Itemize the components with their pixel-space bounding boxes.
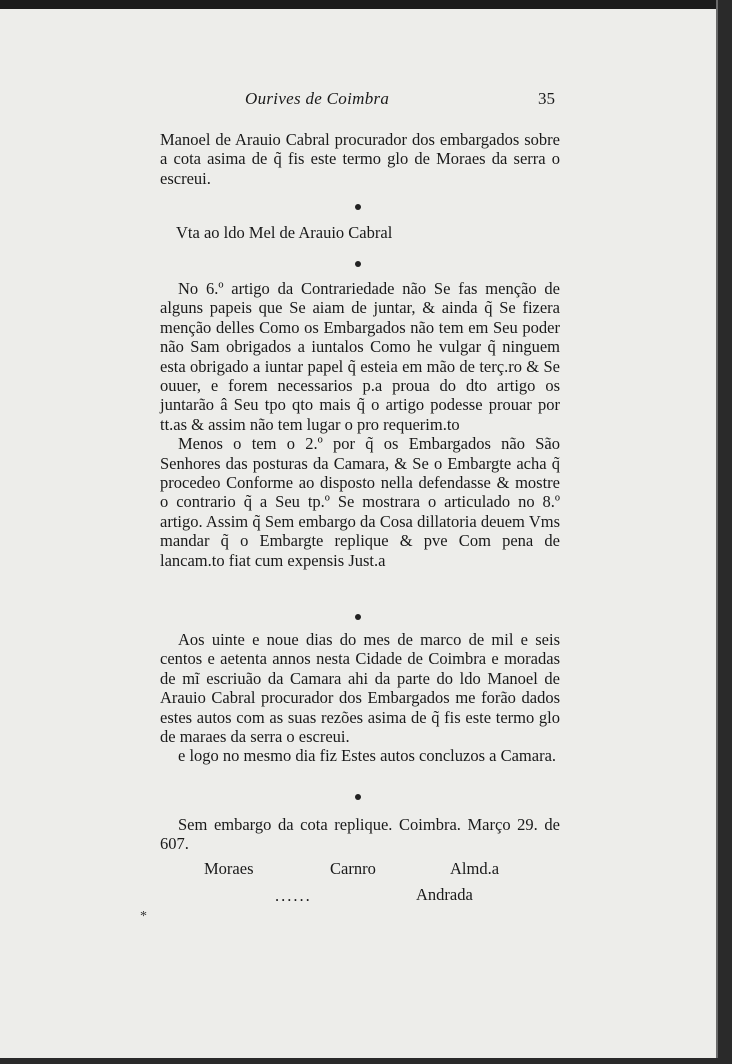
- paragraph-text: Aos uinte e noue dias do mes de marco de mil e seis centos e aetenta annos nesta Cidade de Coimbra e moradas de mĩ escriuão da Camara ahi da parte do ldo Manoel de Arauio Cabral procurador dos Embargados me forão dados estes autos com as suas rezões asima de q̃ fis este termo glo de maraes da serra o escreui.: [160, 630, 560, 747]
- section-bullet: [355, 794, 361, 800]
- signature-carneiro: Carnro: [330, 859, 376, 878]
- paragraph-autos: [160, 630, 560, 766]
- signature-almeida: Almd.a: [450, 859, 500, 878]
- paragraph-text: No 6.º artigo da Contrariedade não Se fas menção de alguns papeis que Se aiam de juntar, & ainda q̃ Se fizera menção delles Como os Embargados não tem em Seu poder não Sam obrigados a iuntalos Como he vulgar q̃ ninguem esta obrigado a iuntar papel q̃ esteia em mão de terç.ro & Se ouuer, e forem necessarios p.a proua do dto artigo os juntarão â Seu tpo qto mais q̃ o artigo podesse prouar por tt.as & assim não tem lugar o pro requerim.to: [160, 279, 560, 434]
- scan-border-right: [718, 0, 732, 1064]
- paragraph-termo-1: [160, 130, 560, 188]
- signature-moraes: Moraes: [204, 859, 254, 878]
- paragraph-contrariedade: [160, 279, 560, 570]
- scan-border-bottom: [0, 1058, 732, 1064]
- paragraph-text: Sem embargo da cota replique. Coimbra. Março 29. de 607.: [160, 815, 560, 854]
- page-header: [0, 89, 716, 113]
- signature-andrada: Andrada: [416, 885, 473, 904]
- scan-border-top: [0, 0, 732, 9]
- running-title: Ourives de Coimbra: [245, 89, 390, 108]
- section-bullet: [355, 204, 361, 210]
- vista-text: Vta ao ldo Mel de Arauio Cabral: [176, 223, 393, 242]
- page-number: 35: [538, 89, 555, 108]
- paragraph-text: e logo no mesmo dia fiz Estes autos concluzos a Camara.: [178, 746, 557, 766]
- vista-line: [176, 223, 476, 242]
- book-page: [0, 9, 716, 1058]
- signature-dots: ......: [275, 886, 312, 905]
- section-bullet: [355, 261, 361, 267]
- paragraph-text: Manoel de Arauio Cabral procurador dos embargados sobre a cota asima de q̃ fis este termo glo de Moraes da serra o escreui.: [160, 130, 560, 188]
- paragraph-sentenca: [160, 815, 560, 854]
- paragraph-text: Menos o tem o 2.º por q̃ os Embargados não São Senhores das posturas da Camara, & Se o Embargte acha q̃ procedeo Conforme ao disposto nella defendasse & mostre o contrario q̃ a Seu tp.º Se mostrara o articulado no 8.º artigo. Assim q̃ Sem embargo da Cosa dillatoria deuem Vms mandar q̃ o Embargte replique & pve Com pena de lancam.to fiat cum expensis Just.a: [160, 434, 560, 570]
- star-mark: *: [140, 909, 147, 924]
- section-bullet: [355, 614, 361, 620]
